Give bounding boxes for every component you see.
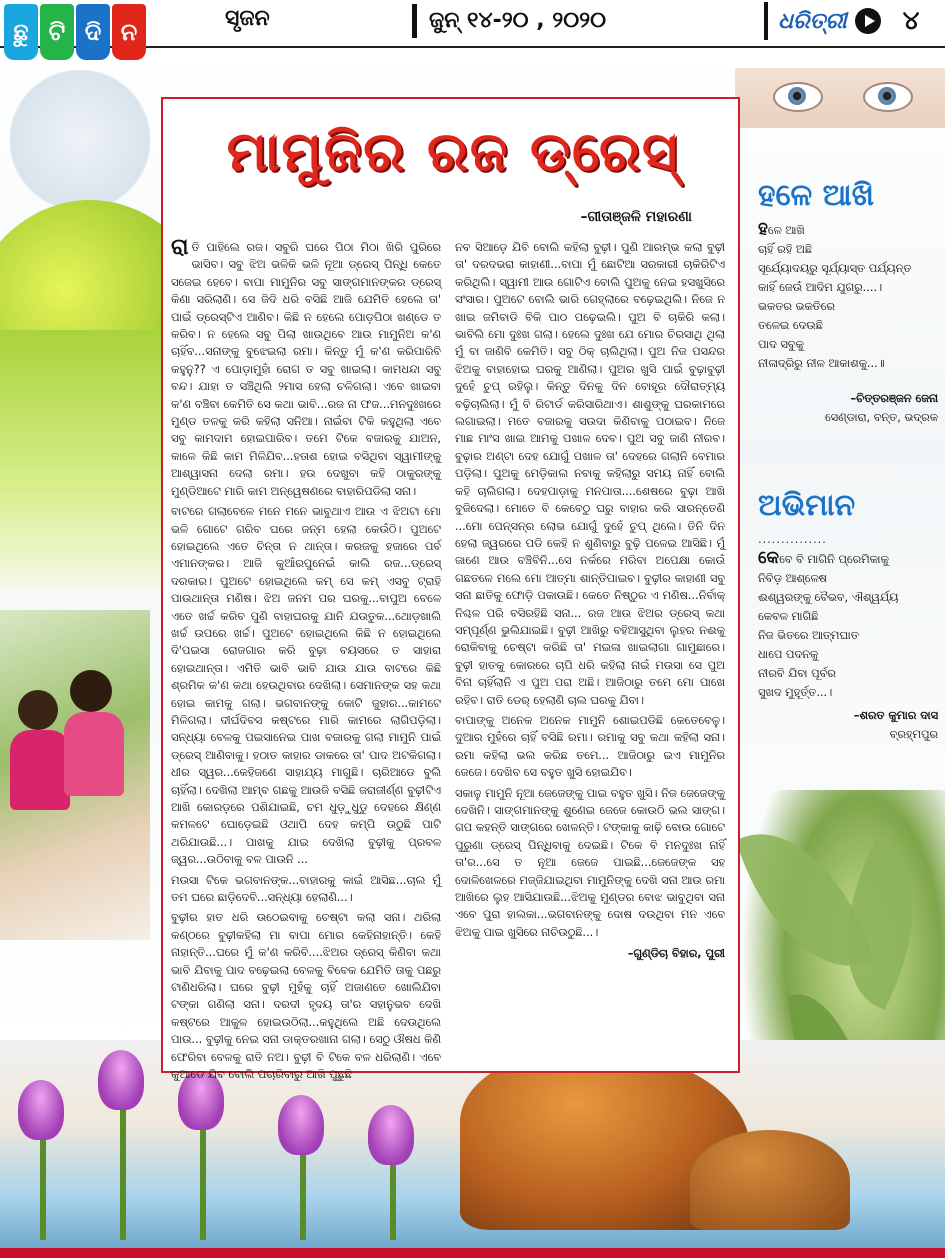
poem-line: କେବଳ ମାଗିଛି (758, 610, 819, 623)
logo-letter: ଛୁ (4, 4, 38, 60)
play-icon (855, 8, 881, 34)
poem-author: –ଚିତ୍ତରଞ୍ଜନ ଜେନା (850, 392, 938, 405)
story-box (161, 97, 740, 1082)
flower-stem (200, 1120, 206, 1240)
masthead (0, 0, 945, 48)
poem-line: ସୁଖଦ ମୁହୂର୍ତ୍ତ...। (758, 686, 833, 699)
poem-line: ଚାହିଁ ରହି ଅଛି (758, 243, 812, 256)
crocus-flower-image (278, 1095, 324, 1155)
flower-stem (40, 1130, 46, 1240)
poem-line: ହଳେ ଆଖି (758, 219, 805, 239)
poem-line: ନୀଳାଦ୍ରିରୁ ନୀଳ ଆକାଶକୁ...॥ (758, 357, 885, 370)
poem-line: ନିଜ ଭିତରେ ଆତ୍ମଘାତ (758, 629, 859, 642)
paragraph: ରାତି ପାହିଲେ ରଜ। ସବୁରି ଘରେ ପିଠା ମିଠା ଖିରି ପୁରିରେ ଭାସିବ। ସବୁ ଝିଅ ଭଳିକି ଭଳି ନୂଆ ଡ୍ରେସ୍ ପିନ୍ଧି କେତେ ସଜେଇ ହେବେ। ବାପା ମାମୁନିର ସବୁ ସାଙ୍ଗମାନଙ୍କର ଡ୍ରେସ୍ କିଣା ସରିଲାଣି। ସେ ଜିଦି ଧରି ବସିଛି ଆଜି ଯେମିତି ହେଲେ ତା' ପାଇଁ ଡ୍ରେସ୍ଟିଏ ଆଣିବ। କିଛି ନ ହେଲେ ପୋଡ଼ପିଠା ଖଣ୍ଡେ ତ କରିବ। ନ ହେଲେ ସବୁ ପିଲା ଖାଉଥିବେ ଆଉ ମାମୁନିଅ କ'ଣ ଚାହିଁବ...ସନାଙ୍କୁ ବୁଝେଇଲା ରମା। କିନ୍ତୁ ମୁଁ କ'ଣ କରିପାରିବି କହୁନୁ?? ଏ ପୋଡ଼ାମୁହାଁ ରୋଗ ତ ସବୁ ଖାଇଲା। କାମଧନ୍ଦା ସବୁ ବନ୍ଦ। ଯାହା ତ ସଞ୍ଚିଥିଲି ୨ମାସ ହେଲା ଚଳିଗଲା। ଏବେ ଖାଇବା କ'ଣ ବଞ୍ଚିବା କେମିତି ସେ କଥା ଭାବି...ରଜ ନା ଫଜ...ମନଦୁଃଖରେ ମୁଣ୍ଡ ତଳକୁ କରି କହିଲା ସନିଆ। ନାଇଁବା ଟିକି କହୁଥିଲା ଏବେ ସବୁ କାମଦାମ ହୋଇପାରିବ। ତମେ ଟିକେ ବଜାରକୁ ଯାଅନ, କାଳେ କିଛି କାମ ମିଳିଯିବ...ହତାଶ ହୋଇ ବସିଥିବା ସ୍ୱାମୀଙ୍କୁ ଆଶ୍ୱାସନା ଦେଲା ରମା। ହଉ ଦେଖୁବା କହି ଠାକୁରଙ୍କୁ ମୁଣ୍ଡିଆଟେ ମାରି କାମ ଅନ୍ୱେଷଣରେ ବାହାରିପଡିଲା ସନା। (171, 235, 441, 498)
right-eye-icon (863, 82, 913, 112)
crocus-flower-image (18, 1080, 64, 1140)
poem-abhiman (758, 486, 938, 744)
meadow-image (0, 330, 170, 590)
girl-head (18, 690, 58, 730)
flower-stem (300, 1140, 306, 1240)
poem-hale-akhi (758, 176, 938, 427)
poem-title: ଅଭିମାନ (758, 488, 856, 523)
story-column-2 (455, 239, 725, 963)
left-eye-icon (773, 82, 823, 112)
dharitri-logo: ଧରିତ୍ରୀ (778, 8, 847, 34)
drop-cap: ହ (758, 219, 768, 239)
poem-line: ଧାପେ ପଦନକୁ (758, 648, 819, 661)
story-byline: –ଗୀତାଞ୍ଜଳି ମହାରଣା (580, 209, 692, 225)
issue-date: ଜୁନ୍ ୧୪-୨୦ , ୨୦୨୦ (412, 4, 606, 38)
girl-dress (10, 730, 70, 810)
paragraph: ବାପାଙ୍କୁ ଅନେକ ଅନେକ ମାମୁନି ଶୋଇପଡିଛି କେତେବେଳୁ। ଦୁଆର ମୁହଁରେ ଚାହିଁ ବସିଛି ରମା। ରମାକୁ ସବୁ କଥା କହିଲା ସନା। ରମା କହିଲା ଭଲ କରିଛ ତମେ... ଆଜିଠାରୁ ଇଏ ମାମୁନିର ଜେଜେ। ଦେଖିବ ସେ ବହୁତ ଖୁସି ହୋଇଯିବ। (455, 713, 725, 780)
poem-line: କାହିଁ ଜେଉଁ ଆଦିମ ଯୁଗରୁ....। (758, 281, 883, 294)
rock-image (690, 1130, 850, 1230)
section-name: ସୃଜନ (225, 6, 270, 31)
flower-stem (120, 1100, 126, 1240)
paragraph: ସକାଳୁ ମାମୁନି ନୂଆ ଜେଜେଙ୍କୁ ପାଇ ବହୁତ ଖୁସି। ନିଜ ଜେଜେଙ୍କୁ ଦେଖିନି। ସାଙ୍ଗମାନଙ୍କୁ ଶୁଣେଇ ଜେଜେ କୋଉଠି ଭଲ ସାଙ୍ଗ। ଗପ କହନ୍ତି ସାଙ୍ଗରେ ଖେଳନ୍ତି। ଟଙ୍କାକୁ କାଢ଼ି ବୋଉ ଗୋଟେ ପୁରୁଣା ଡ୍ରେସ୍ ପିନ୍ଧିବାକୁ ଦେଇଛି। ଟିକେ ବି ମନଦୁଃଖ ନାହିଁ ତା'ର...ସେ ତ ନୂଆ ଜେଜେ ପାଇଛି...ଜେଜେଙ୍କ ସହ ଦୋଳିଖେଳରେ ମଜ୍ଜିଯାଇଥିବା ମାମୁନିଙ୍କୁ ଦେଖି ସନା ଆଉ ରମା ଆଖିରେ ଲୁହ ଆସିଯାଉଛି...ଝିଅକୁ ମୁଣ୍ଡର ବୋଝ ଭାବୁଥିବା ସନା ଏବେ ପୁରା ହାଲକା...ଭଗବାନଙ୍କୁ ଦୋଷ ଦଉଥିବା ମନ ଏବେ ଝିଅକୁ ପାଇ ଖୁସିରେ ନାଚିଉଠୁଛି...। (455, 786, 725, 939)
girl-head (70, 670, 112, 712)
eyes-photo (735, 68, 945, 128)
paragraph: ବୁଢ଼ୀର ହାତ ଧରି ଉଠେଇବାକୁ ଚେଷ୍ଟା କଲା ସନା। ଥରିଲା କଣ୍ଠରେ ବୁଢ଼ୀକହିଲା ମା ବାପା ମୋର କେହିନାହାନ୍ତି। କେହି ନାହାନ୍ତି...ଘରେ ମୁଁ କ'ଣ କରିବି....ଝିଅର ଡ୍ରେସ୍ କିଣିବା କଥା ଭାବି ଯିବାକୁ ପାଦ ବଢ଼େଇଲା ବେଳକୁ ବିବେକ ଯେମିତି ତାକୁ ପଛରୁ ଟାଣିଧରିଲା। ଘରେ ବୁଢ଼ୀ ମୁହଁକୁ ଚାହିଁ ଅଜାଣତେ ଖୋଲିଯିବା ଟଙ୍କା ଗଣିଲା ସନା। ଦରଦୀ ହୃଦୟ ତା'ର ସହାନୁଭବ ଦେଖି କଷ୍ଟରେ ଆକୁଳ ହୋଇଉଠିଲା...କହୁଥିଲେ ଅଛି ଦେଉଥିଲେ ପାଉ... ବୁଢ଼ୀକୁ ନେଇ ସନା ଡାକ୍ତରଖାନା ଗଲା। ସେଠୁ ଔଷଧ କିଣି ଫେରିବା ବେଳକୁ ରାତି ନଅ। ବୁଢ଼ୀ ବି ଟିକେ ବଳ ଧରିଲାଣି। ଏବେ କୁଆଡେ ଯିବ ବୋଲି ପଚାରିବାରୁ ଆଖି ପୁଛୁଛି (171, 911, 441, 1082)
drop-cap: ରା (171, 235, 189, 260)
poem-line: ପାଦ ସବୁକୁ (758, 338, 804, 351)
poem-line: ସୂର୍ଯ୍ୟୋଦୟରୁ ସୂର୍ଯ୍ୟାସ୍ତ ପର୍ଯ୍ୟନ୍ତ (758, 262, 912, 275)
logo-letter: ନ (112, 4, 146, 60)
poem-author: –ଶରତ କୁମାର ଦାସ (853, 709, 938, 722)
poem-title: ହଳେ ଆଖି (758, 178, 875, 213)
logo-letter: ଦି (76, 4, 110, 60)
crocus-flower-image (98, 1050, 144, 1110)
story-column-1 (171, 235, 441, 1087)
drop-cap: କେ (758, 548, 780, 568)
logo-letter: ଟି (40, 4, 74, 60)
chhutidina-logo (4, 4, 146, 60)
poem-place: ବ୍ରହ୍ମପୁର (889, 728, 938, 741)
paragraph: ନବ ସିଆଡ଼େ ଯିବି ବୋଲି କହିଲା ବୁଢ଼ୀ। ପୁଣି ଆରମ୍ଭ କଲା ବୁଢ଼ୀ ତା' ଦରଦଭରା କାହାଣୀ...ବାପା ମୁଁ ଛୋଟିଆ ସରକାରୀ ଚାକିରିଟିଏ କରିଥିଲି। ସ୍ୱାମୀ ଆଉ ଗୋଟିଏ ବୋଲି ପୁଅକୁ ନେଇ ହସଖୁସିରେ ସଂସାର। ପୁଅଟେ ବୋଲି ଭାରି ଗେହ୍ଲାରେ ବଢ଼େଇଥିଲି। ନିଜେ ନ ଖାଇ ଜମିବାଡି ବିକି ପାଠ ପଢ଼େଇଲି। ପୁଅ ବି ଚାକିରି କଲା। ଭାବିଲି ମୋ ଦୁଃଖ ଗଲା। ହେଲେ ଦୁଃଖ ଯେ ମୋର ଚିରସାଥି ଥିଲା ମୁଁ ବା ଜାଣିବି କେମିତି। ସବୁ ଠିକ୍ ଚାଲିଥିଲା। ପୁଅ ନିଜ ପସନ୍ଦର ଝିଅକୁ ବାହାହୋଇ ଘରକୁ ଆଣିଲା। ପୁଅର ଖୁସି ପାଇଁ ବୁଢ଼ାବୁଢ଼ୀ ଦୁହେଁ ଚୁପ୍ ରହିଲୁ। କିନ୍ତୁ ଦିନକୁ ଦିନ ବୋହୂର ଦୌରାତ୍ମ୍ୟ ବଢ଼ିଚାଲିଲା। ମୁଁ ବି ରିଟାର୍ଡ କରିସାରିଥାଏ। ଶାଶୁଙ୍କୁ ଘରକାମରେ ଲଗାଇଲା। ମତେ ବଜାରକୁ ସଉଦା କିଣିବାକୁ ପଠାଇବ। ନିଜେ ମାଛ ମାଂସ ଖାଇ ଆମକୁ ପଖାଳ ଦେବ। ପୁଅ ସବୁ ଜାଣି ନୀରବ। ବୁଢ଼ାର ଅଣ୍ଟା ଦେହ ଯୋଗୁଁ ପଖାଳ ତା' ଦେହରେ ଗଲାନି ବେମାର ପଡ଼ିଲା। ପୁଅକୁ ମେଡ଼ିକାଲ ନବାକୁ କହିଲାରୁ ସମୟ ନାହିଁ ବୋଲି କହି ଚାଲିଗଲା। ଦେହପାଡ଼ାକୁ ମନପାତା....ଶେଷରେ ବୁଢ଼ା ଆଖି ବୁଜିଦେଲା। ମୋତେ ବି କେବେଠୁ ଘରୁ ବାହାର କରି ସାରନ୍ତେଣି ...ମୋ ପେନ୍ସନ୍‌ର ଲୋଭ ଯୋଗୁଁ ଦୁହେଁ ଚୁପ୍ ଥିଲେ। ତିନି ଦିନ ହେଲା ଜ୍ୱରରେ ପଡି କେହି ନ ଶୁଣିବାରୁ ବୁଢ଼ି ପଳେଇ ଆସିଛି। ମୁଁ ଜାଣେ ଆଉ ବଞ୍ଚିବିନି...ସେ ନର୍କରେ ମରିବା ଅପେକ୍ଷା କୋଉଁ ଗଛତଳେ ମଲେ ମୋ ଆତ୍ମା ଶାନ୍ତିପାଇବ। ବୁଢ଼ୀର କାହାଣୀ ସବୁ ସନା ଛାତିକୁ ଫୋଡ଼ି ପକାଉଛି। କେତେ ନିଷ୍ଠୁର ଏ ମଣିଷ...ନିର୍ବାକ୍ ନିଶ୍ଚଳ ପରି ବସିରହିଛି ସନା... ରଜ ଆଉ ଝିଅର ଡ୍ରେସ୍ କଥା ସମ୍ପୂର୍ଣ୍ଣ ଭୁଲିଯାଇଛି। ବୁଢ଼ୀ ଆଖିରୁ ବହିଆସୁଥିବା ଲୁହର ନଈକୁ ରୋକିବାକୁ ଚେଷ୍ଟା କରିଛି ତା' ମଇଳା ଖାଇଲାଗା ଗାମୁଛାରେ। ବୁଢ଼ୀ ହାତକୁ କୋରରେ ଚାପି ଧରି କହିଲା ନାଇଁ ମଉସା ସେ ପୁଅ ବିନା ଚାହିଁଲାନି ଏ ପୁଅ ପରା ଅଛି। ଆଜିଠାରୁ ତମେ ମୋ ପାଖେ ରହିବ। ରାତି ଡେର୍ ହେଲାଣି ଚାଲ ଘରକୁ ଯିବା। (455, 241, 725, 707)
crocus-flower-image (368, 1105, 414, 1165)
poem-place: ସେଣ୍ଡାରା, ବନ୍ତ, ଭଦ୍ରକ (825, 411, 938, 424)
poem-line: ଈଶ୍ୱରଙ୍କୁ ବୈଭବ, ଐଶ୍ୱର୍ଯ୍ୟ (758, 591, 899, 604)
girls-on-swing-photo (0, 610, 150, 940)
poem-line: ଭକତର ଭକତିରେ (758, 300, 835, 313)
paragraph: ମଉସା ଟିକେ ଭଗବାନଙ୍କ...ବାହାରକୁ କାଇଁ ଆସିଛ...ଚାଲ ମୁଁ ତମ ଘରେ ଛାଡ଼ିଦେବି...ସନ୍ଧ୍ୟା ହେଲାଣି...। (171, 873, 441, 905)
girl-dress (64, 712, 124, 796)
sky-cloud-image (10, 70, 150, 210)
poem-line: ନୀରବି ଯିବା ପୂର୍ବର (758, 667, 836, 680)
poem-line: ନିବିଡ଼ ଆଶ୍ଳେଷ (758, 572, 827, 585)
story-signature: –ଗୁଣ୍ଡିଚା ବିହାର, ପୁରୀ (627, 947, 725, 961)
poem-line: କେବେ ବି ମାଗିନି ପ୍ରେମିକାକୁ (758, 548, 889, 568)
story-title: ମାମୁଜିର ରଜ ଡ୍ରେସ୍ (226, 120, 680, 183)
poem-separator: ............... (758, 533, 827, 546)
poem-line: ତଳେଇ ଦେଉଛି (758, 319, 823, 332)
brand-block (764, 2, 919, 40)
bottom-rule (0, 1248, 945, 1258)
page-number: ୪ (902, 5, 920, 36)
paragraph: ବାଟରେ ଗଲାବେଳେ ମନେ ମନେ ଭାବୁଥାଏ ଆଉ ଏ ଝିଅଟା ମୋ ଭଳି ଗୋଟେ ଗରିବ ଘରେ ଜନ୍ମ ହେଲା କେଉଁଠି। ପୁଅଟେ ହୋଇଥିଲେ ଏତେ ଚିନ୍ତା ନ ଥାନ୍ତା। କରଜକୁ ହଜାରେ ପର୍ବ ଏମାନଙ୍କର। ଆଜି କୁଆଁରପୁନେଇଁ କାଲି ରଜ...ଡ୍ରେସ୍ ଦରକାର। ପୁଅଟେ ହୋଇଥିଲେ କମ୍ ସେ କମ୍ ଏସବୁ ଟ୍ରାହି ପାଉଥାନ୍ତା ମଣିଷ। ଝିଅ ଜନମ ପର ଘରକୁ...ବାପୁଅ ବେଳେ ଏତେ ଖର୍ଚ୍ଚ କରିବ ପୁଣି ବାହାଘରକୁ ଯାନି ଯଉତୁକ...ଥୋଡ଼ଖାଲି ଖର୍ଚ୍ଚ ଉପରେ ଖର୍ଚ୍ଚ। ପୁଅଟେ ହୋଇଥିଲେ କିଛି ନ ହୋଇଥିଲେ ଦି'ପଇସା ରୋଜଗାର କରି ବୁଢ଼ା ବୟସରେ ତ ସାହାରା ହୋଇଥାନ୍ତା। ଏମିତି ଭାବି ଭାବି ଯାଉ ଯାଉ ବାଟରେ କିଛି ଶ୍ରମିକ କ'ଣ କଥା ହେଉଥିବାର ଦେଖିଲା। ସେମାନଙ୍କ ସହ କଥା ହୋଇ କାମକୁ ଗଲା। ଭଗବାନଙ୍କୁ କୋଟି ଜୁହାର...କାମଟେ ମିଳିଗଲା। ଦୀର୍ଘଦିବସ କଷ୍ଟରେ ମାରି କାମରେ ଲାଗିପଡ଼ିଲା। ସନ୍ଧ୍ୟା ବେଳକୁ ପଇସାନେଇ ପାଖ ବଜାରକୁ ଗଲା ମାମୁନି ପାଇଁ ଡ୍ରେସ୍ ଆଣିବାକୁ। ହଠାତ କାହାର ଡାକରେ ତା' ପାଦ ଅଟକିଗଲା। ଧୀର ସ୍ୱର...କେହିଜଣେ ସାହାଯ୍ୟ ମାଗୁଛି। ଚାରିଆଡେ ବୁଲି ଚାହିଁଲା। ଦେଖିଲା ଆମ୍ବ ଗଛକୁ ଆଉଜି ବସିଛି ଜରାଜୀର୍ଣ୍ଣ ବୁଢ଼ୀଟିଏ ଆଖି କୋରଡ଼ରେ ପଶିଯାଇଛି, ଚମ ଧୁଡ଼ୁଧୁଡୁ ଦେହରେ କ୍ଷିଣ୍ଣ କମଳଟେ ଘୋଡ଼େଇଛି ଓଥାପି ଦେହ କମ୍ପି ଉଠୁଛି ପାଟି ଥରିଯାଉଛି...। ପାଖକୁ ଯାଇ ଦେଖିଲା ବୁଢ଼ୀକୁ ପ୍ରବଳ ଜ୍ୱର...ଉଠିବାକୁ ବଳ ପାଉନି ... (171, 505, 441, 867)
